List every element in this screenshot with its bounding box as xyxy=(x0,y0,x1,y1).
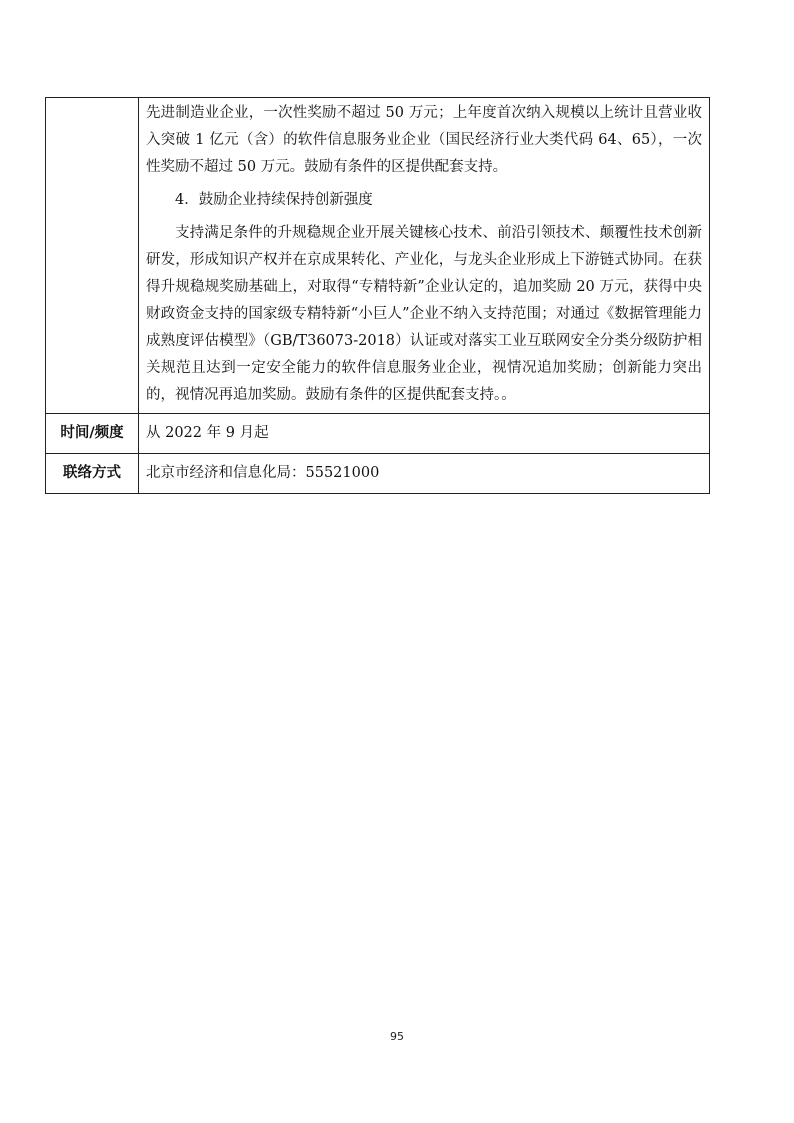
page-number: 95 xyxy=(390,1030,404,1043)
contact-label: 联络方式 xyxy=(46,454,139,494)
time-value: 从 2022 年 9 月起 xyxy=(139,414,710,454)
contact-row xyxy=(46,454,710,494)
content-label-cell xyxy=(46,98,139,414)
time-row xyxy=(46,414,710,454)
time-label: 时间/频度 xyxy=(46,414,139,454)
policy-table xyxy=(45,97,710,494)
paragraph-innovation-support: 支持满足条件的升规稳规企业开展关键核心技术、前沿引领技术、颠覆性技术创新研发，形成知识产权并在京成果转化、产业化，与龙头企业形成上下游链式协同。在获得升规稳规奖励基础上，对取得“专精特新”企业认定的，追加奖励 20 万元，获得中央财政资金支持的国家级专精特新“小巨人”企业不纳入支持范围；对通过《数据管理能力成熟度评估模型》（GB/T36073-2018）认证或对落实工业互联网安全分类分级防护相关规范且达到一定安全能力的软件信息服务业企业，视情况追加奖励；创新能力突出的，视情况再追加奖励。鼓励有条件的区提供配套支持。。 xyxy=(146,225,702,403)
content-cell xyxy=(139,98,710,414)
content-row xyxy=(46,98,710,414)
paragraph-reward-limits: 先进制造业企业，一次性奖励不超过 50 万元；上年度首次纳入规模以上统计且营业收入突破 1 亿元（含）的软件信息服务业企业（国民经济行业大类代码 64、65），一次性奖励不超过 50 万元。鼓励有条件的区提供配套支持。 xyxy=(146,105,702,175)
section-heading-innovation: 4．鼓励企业持续保持创新强度 xyxy=(175,192,373,208)
contact-value: 北京市经济和信息化局：55521000 xyxy=(139,454,710,494)
